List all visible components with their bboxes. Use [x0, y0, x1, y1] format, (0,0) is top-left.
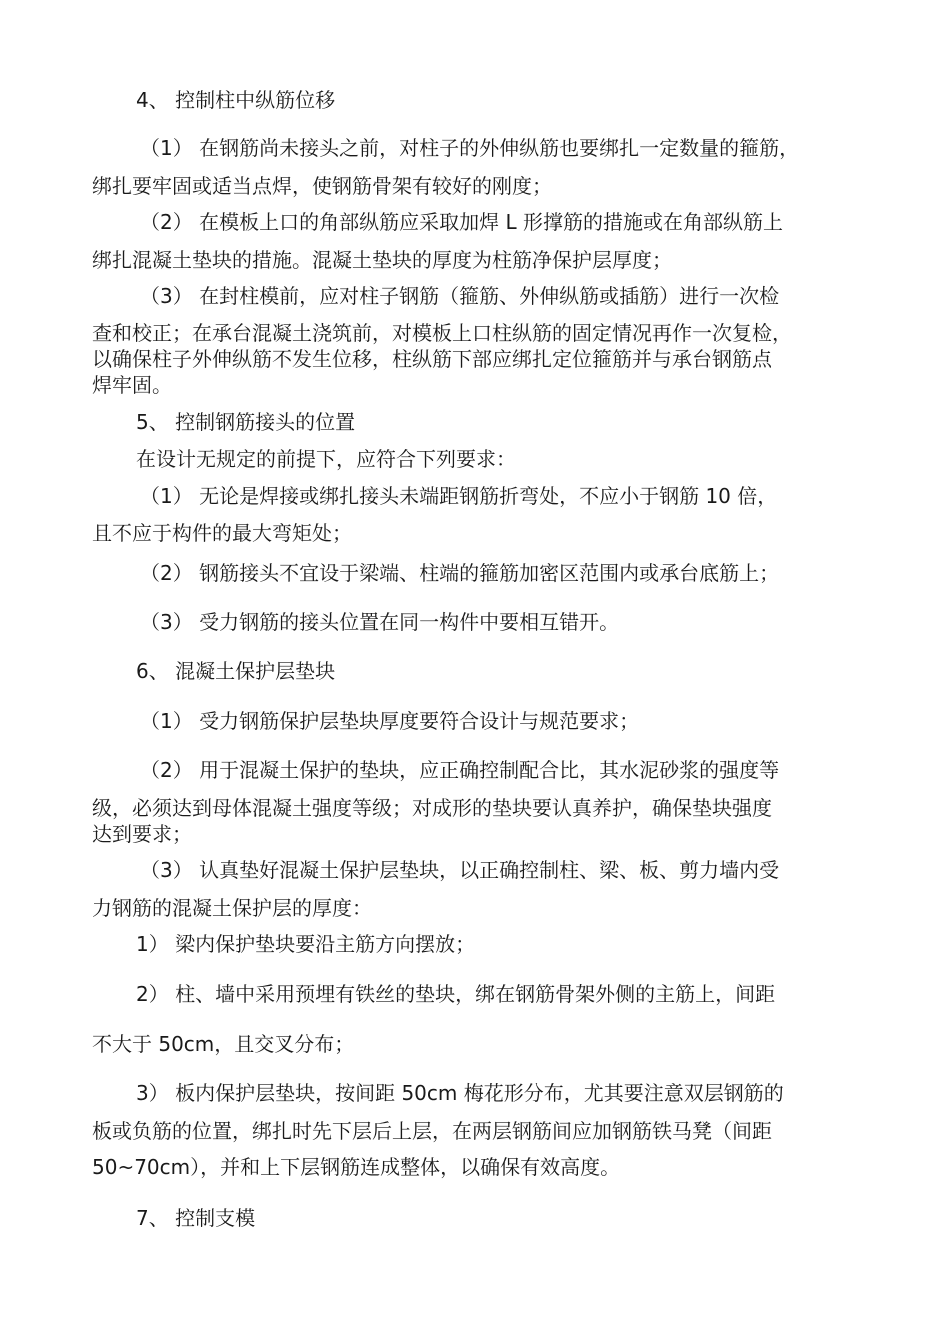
- paragraph-line: 在设计无规定的前提下，应符合下列要求：: [136, 447, 516, 471]
- section-heading-6: 6、 混凝土保护层垫块: [136, 659, 336, 683]
- paragraph-line: 2） 柱、墙中采用预埋有铁丝的垫块，绑在钢筋骨架外侧的主筋上，间距: [136, 982, 776, 1006]
- paragraph-line: 3） 板内保护层垫块，按间距 50cm 梅花形分布，尤其要注意双层钢筋的: [136, 1081, 784, 1105]
- section-heading-7: 7、 控制支模: [136, 1206, 256, 1230]
- paragraph-line: （2） 用于混凝土保护的垫块，应正确控制配合比，其水泥砂浆的强度等: [140, 758, 780, 782]
- paragraph-line: （3） 受力钢筋的接头位置在同一构件中要相互错开。: [140, 610, 620, 634]
- paragraph-line: （1） 在钢筋尚未接头之前，对柱子的外伸纵筋也要绑扎一定数量的箍筋，: [140, 136, 800, 160]
- paragraph-line: 查和校正；在承台混凝土浇筑前，对模板上口柱纵筋的固定情况再作一次复检，: [92, 321, 792, 345]
- section-heading-4: 4、 控制柱中纵筋位移: [136, 88, 336, 112]
- paragraph-line: 力钢筋的混凝土保护层的厚度：: [92, 896, 372, 920]
- paragraph-line: 级，必须达到母体混凝土强度等级；对成形的垫块要认真养护，确保垫块强度: [92, 796, 772, 820]
- paragraph-line: 绑扎要牢固或适当点焊，使钢筋骨架有较好的刚度；: [92, 174, 552, 198]
- paragraph-line: 达到要求；: [92, 822, 192, 846]
- paragraph-line: 以确保柱子外伸纵筋不发生位移，柱纵筋下部应绑扎定位箍筋并与承台钢筋点: [92, 347, 772, 371]
- paragraph-line: 板或负筋的位置，绑扎时先下层后上层，在两层钢筋间应加钢筋铁马凳（间距: [92, 1119, 772, 1143]
- paragraph-line: 不大于 50cm，且交叉分布；: [92, 1032, 355, 1056]
- paragraph-line: （2） 钢筋接头不宜设于梁端、柱端的箍筋加密区范围内或承台底筋上；: [140, 561, 780, 585]
- paragraph-line: 且不应于构件的最大弯矩处；: [92, 521, 352, 545]
- paragraph-line: （2） 在模板上口的角部纵筋应采取加焊 L 形撑筋的措施或在角部纵筋上: [140, 210, 783, 234]
- paragraph-line: （1） 无论是焊接或绑扎接头未端距钢筋折弯处，不应小于钢筋 10 倍，: [140, 484, 778, 508]
- paragraph-line: 50~70cm），并和上下层钢筋连成整体，以确保有效高度。: [92, 1155, 621, 1179]
- section-heading-5: 5、 控制钢筋接头的位置: [136, 410, 356, 434]
- paragraph-line: 焊牢固。: [92, 373, 172, 397]
- paragraph-line: （1） 受力钢筋保护层垫块厚度要符合设计与规范要求；: [140, 709, 640, 733]
- paragraph-line: 绑扎混凝土垫块的措施。混凝土垫块的厚度为柱筋净保护层厚度；: [92, 248, 672, 272]
- paragraph-line: （3） 在封柱模前，应对柱子钢筋（箍筋、外伸纵筋或插筋）进行一次检: [140, 284, 780, 308]
- paragraph-line: 1） 梁内保护垫块要沿主筋方向摆放；: [136, 932, 476, 956]
- paragraph-line: （3） 认真垫好混凝土保护层垫块，以正确控制柱、梁、板、剪力墙内受: [140, 858, 780, 882]
